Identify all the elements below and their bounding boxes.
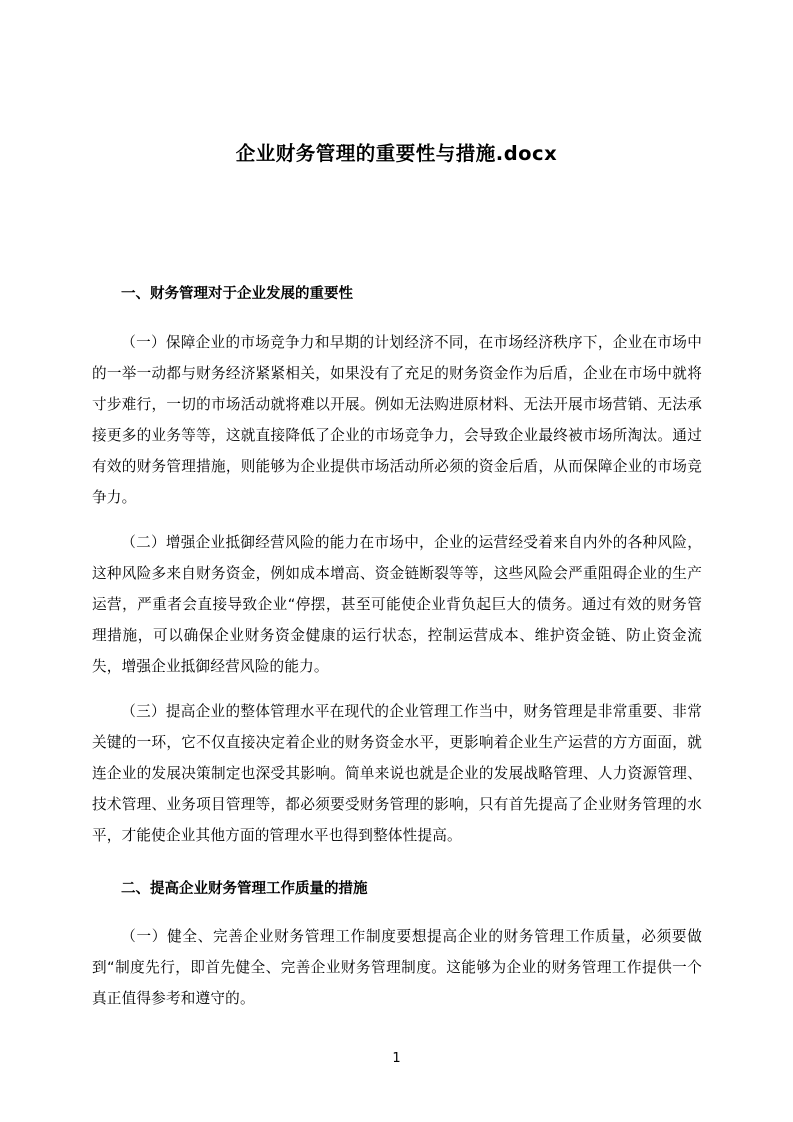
- paragraph: （一）保障企业的市场竞争力和早期的计划经济不同，在市场经济秩序下，企业在市场中的一举一动都与财务经济紧紧相关，如果没有了充足的财务资金作为后盾，企业在市场中就将寸步难行，一切的市场活动就将难以开展。例如无法购进原材料、无法开展市场营销、无法承接更多的业务等等，这就直接降低了企业的市场竞争力，会导致企业最终被市场所淘汰。通过有效的财务管理措施，则能够为企业提供市场活动所必须的资金后盾，从而保障企业的市场竞争力。: [92, 333, 702, 506]
- section-heading-2: 二、提高企业财务管理工作质量的措施: [121, 880, 368, 897]
- paragraph: （三）提高企业的整体管理水平在现代的企业管理工作当中，财务管理是非常重要、非常关键的一环，它不仅直接决定着企业的财务资金水平，更影响着企业生产运营的方方面面，就连企业的发展决策制定也深受其影响。简单来说也就是企业的发展战略管理、人力资源管理、技术管理、业务项目管理等，都必须要受财务管理的影响，只有首先提高了企业财务管理的水平，才能使企业其他方面的管理水平也得到整体性提高。: [92, 702, 702, 844]
- paragraph: （一）健全、完善企业财务管理工作制度要想提高企业的财务管理工作质量，必须要做到“制度先行，即首先健全、完善企业财务管理制度。这能够为企业的财务管理工作提供一个真正值得参考和遵守的。: [92, 928, 702, 1008]
- paragraph: （二）增强企业抵御经营风险的能力在市场中，企业的运营经受着来自内外的各种风险，这种风险多来自财务资金，例如成本增高、资金链断裂等等，这些风险会严重阻碍企业的生产运营，严重者会直接导致企业“停摆，甚至可能使企业背负起巨大的债务。通过有效的财务管理措施，可以确保企业财务资金健康的运行状态，控制运营成本、维护资金链、防止资金流失，增强企业抵御经营风险的能力。: [92, 533, 702, 675]
- section-heading-1: 一、财务管理对于企业发展的重要性: [121, 286, 353, 302]
- page-number: 1: [392, 1051, 401, 1066]
- document-title: 企业财务管理的重要性与措施.docx: [235, 142, 558, 165]
- document-body: [92, 282, 702, 1028]
